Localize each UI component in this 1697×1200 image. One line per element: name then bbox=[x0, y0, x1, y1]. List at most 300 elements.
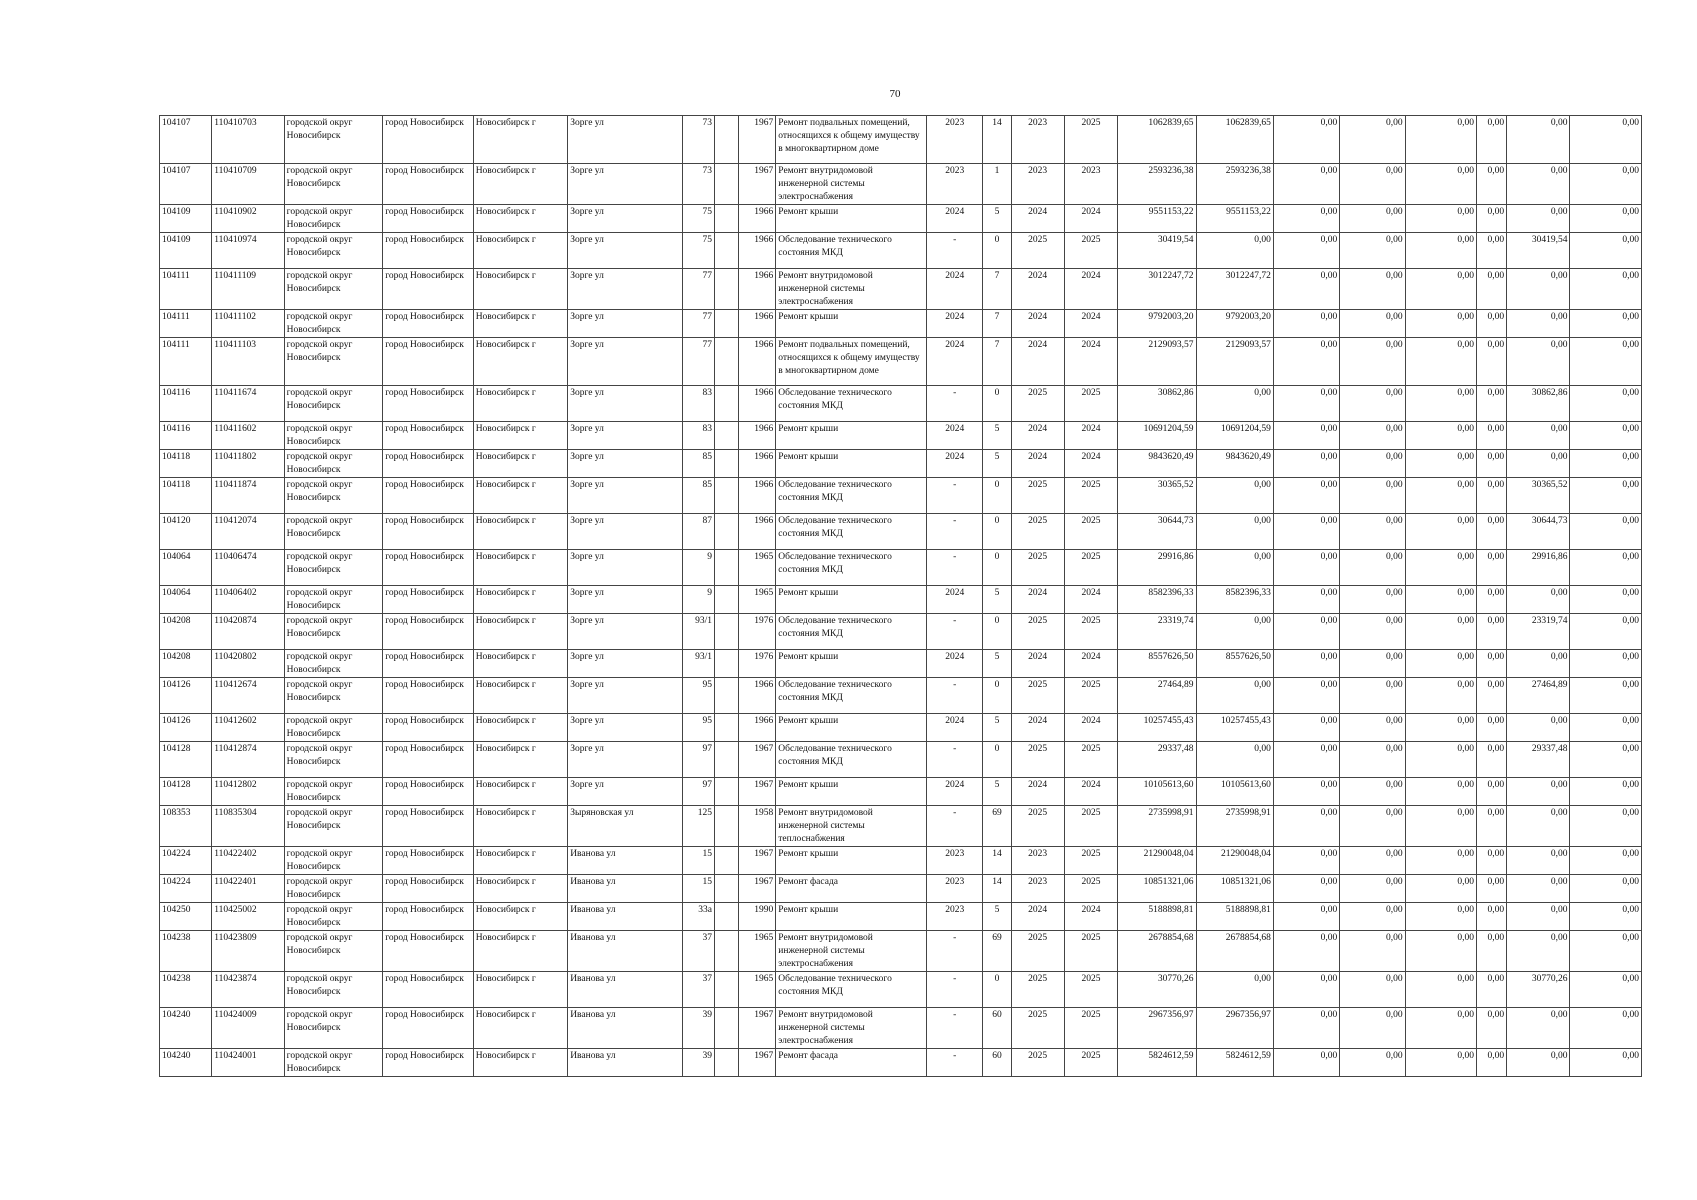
cell-start-year: 2025 bbox=[1011, 1049, 1064, 1077]
cell-house-id: 104224 bbox=[160, 875, 212, 903]
cell-regional: 0,00 bbox=[1340, 806, 1405, 847]
cell-city: Новосибирск г bbox=[473, 310, 568, 338]
cell-work-id: 110410902 bbox=[212, 205, 284, 233]
cell-rate: 14 bbox=[983, 116, 1011, 164]
registry-table bbox=[159, 115, 1642, 1077]
cell-year-built: 1966 bbox=[739, 269, 776, 310]
cell-federal: 0,00 bbox=[1273, 586, 1339, 614]
cell-building bbox=[714, 778, 738, 806]
cell-street: Иванова ул bbox=[568, 875, 683, 903]
cell-work-id: 110411109 bbox=[212, 269, 284, 310]
cell-year-built: 1965 bbox=[739, 931, 776, 972]
cell-city: Новосибирск г bbox=[473, 678, 568, 714]
cell-street: Зыряновская ул bbox=[568, 806, 683, 847]
cell-street: Зорге ул bbox=[568, 338, 683, 386]
cell-work-id: 110406402 bbox=[212, 586, 284, 614]
cell-regional: 0,00 bbox=[1340, 742, 1405, 778]
cell-city: Новосибирск г bbox=[473, 269, 568, 310]
cell-house-id: 104116 bbox=[160, 386, 212, 422]
cell-house-id: 104109 bbox=[160, 233, 212, 269]
cell-house-id: 104128 bbox=[160, 778, 212, 806]
cell-federal: 0,00 bbox=[1273, 478, 1339, 514]
cell-year-built: 1967 bbox=[739, 742, 776, 778]
cell-other: 0,00 bbox=[1476, 550, 1506, 586]
cell-year-built: 1966 bbox=[739, 450, 776, 478]
cell-plan-year: 2024 bbox=[927, 310, 983, 338]
cell-regional: 0,00 bbox=[1340, 614, 1405, 650]
cell-start-year: 2023 bbox=[1011, 164, 1064, 205]
cell-year-built: 1966 bbox=[739, 678, 776, 714]
cell-fund-cost: 0,00 bbox=[1196, 478, 1273, 514]
cell-other: 0,00 bbox=[1476, 478, 1506, 514]
cell-building bbox=[714, 310, 738, 338]
cell-work-type: Обследование технического состояния МКД bbox=[776, 972, 927, 1008]
cell-reserve: 0,00 bbox=[1570, 422, 1642, 450]
cell-end-year: 2025 bbox=[1064, 116, 1117, 164]
cell-house-number: 77 bbox=[682, 269, 714, 310]
cell-total-cost: 5824612,59 bbox=[1118, 1049, 1196, 1077]
cell-start-year: 2024 bbox=[1011, 450, 1064, 478]
cell-start-year: 2024 bbox=[1011, 338, 1064, 386]
cell-other: 0,00 bbox=[1476, 778, 1506, 806]
cell-total-cost: 2735998,91 bbox=[1118, 806, 1196, 847]
cell-rate: 0 bbox=[983, 742, 1011, 778]
cell-rate: 69 bbox=[983, 931, 1011, 972]
cell-street: Зорге ул bbox=[568, 614, 683, 650]
cell-fund-cost: 2735998,91 bbox=[1196, 806, 1273, 847]
cell-regional: 0,00 bbox=[1340, 714, 1405, 742]
cell-regional: 0,00 bbox=[1340, 269, 1405, 310]
cell-total-cost: 29337,48 bbox=[1118, 742, 1196, 778]
cell-reserve: 0,00 bbox=[1570, 310, 1642, 338]
cell-rate: 1 bbox=[983, 164, 1011, 205]
cell-city: Новосибирск г bbox=[473, 1049, 568, 1077]
table-row bbox=[160, 931, 1642, 972]
cell-end-year: 2024 bbox=[1064, 422, 1117, 450]
cell-owners: 0,00 bbox=[1507, 931, 1570, 972]
cell-federal: 0,00 bbox=[1273, 422, 1339, 450]
cell-total-cost: 10257455,43 bbox=[1118, 714, 1196, 742]
cell-year-built: 1966 bbox=[739, 422, 776, 450]
cell-other: 0,00 bbox=[1476, 931, 1506, 972]
cell-city: Новосибирск г bbox=[473, 422, 568, 450]
cell-end-year: 2024 bbox=[1064, 714, 1117, 742]
cell-building bbox=[714, 205, 738, 233]
cell-street: Иванова ул bbox=[568, 1049, 683, 1077]
cell-work-type: Обследование технического состояния МКД bbox=[776, 614, 927, 650]
cell-local: 0,00 bbox=[1405, 650, 1476, 678]
cell-fund-cost: 0,00 bbox=[1196, 678, 1273, 714]
cell-owners: 0,00 bbox=[1507, 205, 1570, 233]
cell-house-number: 93/1 bbox=[682, 614, 714, 650]
cell-house-number: 77 bbox=[682, 310, 714, 338]
cell-house-number: 73 bbox=[682, 116, 714, 164]
cell-house-id: 104238 bbox=[160, 931, 212, 972]
cell-house-id: 104116 bbox=[160, 422, 212, 450]
cell-work-id: 110410974 bbox=[212, 233, 284, 269]
cell-rate: 0 bbox=[983, 386, 1011, 422]
cell-city: Новосибирск г bbox=[473, 205, 568, 233]
cell-work-type: Ремонт крыши bbox=[776, 450, 927, 478]
cell-street: Зорге ул bbox=[568, 478, 683, 514]
cell-building bbox=[714, 650, 738, 678]
cell-building bbox=[714, 586, 738, 614]
cell-settlement: город Новосибирск bbox=[383, 338, 473, 386]
cell-settlement: город Новосибирск bbox=[383, 875, 473, 903]
cell-city: Новосибирск г bbox=[473, 614, 568, 650]
cell-city: Новосибирск г bbox=[473, 903, 568, 931]
cell-rate: 7 bbox=[983, 269, 1011, 310]
cell-regional: 0,00 bbox=[1340, 514, 1405, 550]
cell-reserve: 0,00 bbox=[1570, 614, 1642, 650]
cell-house-number: 85 bbox=[682, 478, 714, 514]
cell-plan-year: - bbox=[927, 550, 983, 586]
cell-start-year: 2025 bbox=[1011, 1008, 1064, 1049]
cell-settlement: город Новосибирск bbox=[383, 233, 473, 269]
registry-body bbox=[160, 116, 1642, 1077]
table-row bbox=[160, 422, 1642, 450]
cell-start-year: 2024 bbox=[1011, 714, 1064, 742]
cell-federal: 0,00 bbox=[1273, 972, 1339, 1008]
cell-street: Зорге ул bbox=[568, 514, 683, 550]
cell-municipality: городской округ Новосибирск bbox=[284, 586, 383, 614]
cell-regional: 0,00 bbox=[1340, 116, 1405, 164]
cell-work-id: 110423874 bbox=[212, 972, 284, 1008]
cell-plan-year: - bbox=[927, 1008, 983, 1049]
cell-house-id: 104118 bbox=[160, 450, 212, 478]
cell-end-year: 2025 bbox=[1064, 678, 1117, 714]
cell-city: Новосибирск г bbox=[473, 233, 568, 269]
cell-house-number: 75 bbox=[682, 233, 714, 269]
cell-work-type: Ремонт крыши bbox=[776, 310, 927, 338]
cell-street: Зорге ул bbox=[568, 778, 683, 806]
cell-work-id: 110420802 bbox=[212, 650, 284, 678]
cell-work-id: 110412674 bbox=[212, 678, 284, 714]
cell-end-year: 2025 bbox=[1064, 847, 1117, 875]
cell-end-year: 2025 bbox=[1064, 550, 1117, 586]
cell-start-year: 2025 bbox=[1011, 233, 1064, 269]
cell-plan-year: 2024 bbox=[927, 450, 983, 478]
cell-settlement: город Новосибирск bbox=[383, 678, 473, 714]
cell-settlement: город Новосибирск bbox=[383, 550, 473, 586]
cell-owners: 0,00 bbox=[1507, 847, 1570, 875]
table-row bbox=[160, 1008, 1642, 1049]
table-row bbox=[160, 310, 1642, 338]
cell-owners: 30644,73 bbox=[1507, 514, 1570, 550]
cell-rate: 60 bbox=[983, 1049, 1011, 1077]
cell-local: 0,00 bbox=[1405, 875, 1476, 903]
cell-year-built: 1966 bbox=[739, 514, 776, 550]
cell-municipality: городской округ Новосибирск bbox=[284, 742, 383, 778]
cell-plan-year: - bbox=[927, 1049, 983, 1077]
cell-building bbox=[714, 233, 738, 269]
table-row bbox=[160, 450, 1642, 478]
cell-year-built: 1966 bbox=[739, 233, 776, 269]
cell-building bbox=[714, 478, 738, 514]
cell-other: 0,00 bbox=[1476, 1008, 1506, 1049]
cell-work-type: Ремонт внутридомовой инженерной системы электроснабжения bbox=[776, 1008, 927, 1049]
cell-house-number: 85 bbox=[682, 450, 714, 478]
cell-house-id: 104126 bbox=[160, 714, 212, 742]
cell-owners: 0,00 bbox=[1507, 164, 1570, 205]
cell-local: 0,00 bbox=[1405, 586, 1476, 614]
cell-street: Зорге ул bbox=[568, 450, 683, 478]
table-row bbox=[160, 678, 1642, 714]
cell-regional: 0,00 bbox=[1340, 875, 1405, 903]
cell-year-built: 1966 bbox=[739, 714, 776, 742]
cell-start-year: 2023 bbox=[1011, 875, 1064, 903]
cell-house-id: 104107 bbox=[160, 116, 212, 164]
cell-house-id: 104128 bbox=[160, 742, 212, 778]
cell-federal: 0,00 bbox=[1273, 514, 1339, 550]
cell-house-number: 93/1 bbox=[682, 650, 714, 678]
cell-federal: 0,00 bbox=[1273, 550, 1339, 586]
cell-start-year: 2024 bbox=[1011, 586, 1064, 614]
table-row bbox=[160, 116, 1642, 164]
cell-owners: 0,00 bbox=[1507, 338, 1570, 386]
cell-local: 0,00 bbox=[1405, 714, 1476, 742]
cell-local: 0,00 bbox=[1405, 1008, 1476, 1049]
cell-fund-cost: 3012247,72 bbox=[1196, 269, 1273, 310]
cell-other: 0,00 bbox=[1476, 233, 1506, 269]
cell-year-built: 1976 bbox=[739, 650, 776, 678]
cell-fund-cost: 8557626,50 bbox=[1196, 650, 1273, 678]
table-row bbox=[160, 972, 1642, 1008]
cell-house-number: 9 bbox=[682, 586, 714, 614]
cell-rate: 14 bbox=[983, 847, 1011, 875]
cell-house-number: 97 bbox=[682, 778, 714, 806]
cell-other: 0,00 bbox=[1476, 847, 1506, 875]
cell-work-id: 110424009 bbox=[212, 1008, 284, 1049]
cell-total-cost: 2129093,57 bbox=[1118, 338, 1196, 386]
cell-fund-cost: 0,00 bbox=[1196, 742, 1273, 778]
cell-local: 0,00 bbox=[1405, 778, 1476, 806]
cell-work-type: Ремонт крыши bbox=[776, 586, 927, 614]
cell-rate: 5 bbox=[983, 586, 1011, 614]
cell-city: Новосибирск г bbox=[473, 847, 568, 875]
cell-owners: 0,00 bbox=[1507, 650, 1570, 678]
cell-total-cost: 10851321,06 bbox=[1118, 875, 1196, 903]
cell-house-id: 104240 bbox=[160, 1008, 212, 1049]
cell-city: Новосибирск г bbox=[473, 514, 568, 550]
cell-fund-cost: 0,00 bbox=[1196, 233, 1273, 269]
cell-fund-cost: 10105613,60 bbox=[1196, 778, 1273, 806]
cell-house-id: 104250 bbox=[160, 903, 212, 931]
cell-total-cost: 10105613,60 bbox=[1118, 778, 1196, 806]
cell-end-year: 2024 bbox=[1064, 450, 1117, 478]
cell-end-year: 2024 bbox=[1064, 903, 1117, 931]
cell-house-id: 104118 bbox=[160, 478, 212, 514]
cell-end-year: 2024 bbox=[1064, 269, 1117, 310]
cell-municipality: городской округ Новосибирск bbox=[284, 650, 383, 678]
cell-other: 0,00 bbox=[1476, 586, 1506, 614]
cell-settlement: город Новосибирск bbox=[383, 310, 473, 338]
cell-rate: 5 bbox=[983, 422, 1011, 450]
cell-house-id: 104120 bbox=[160, 514, 212, 550]
cell-house-number: 83 bbox=[682, 422, 714, 450]
cell-street: Зорге ул bbox=[568, 550, 683, 586]
cell-house-number: 75 bbox=[682, 205, 714, 233]
table-row bbox=[160, 847, 1642, 875]
cell-owners: 0,00 bbox=[1507, 875, 1570, 903]
cell-reserve: 0,00 bbox=[1570, 742, 1642, 778]
cell-start-year: 2024 bbox=[1011, 205, 1064, 233]
cell-local: 0,00 bbox=[1405, 386, 1476, 422]
cell-street: Зорге ул bbox=[568, 714, 683, 742]
cell-street: Зорге ул bbox=[568, 310, 683, 338]
cell-fund-cost: 0,00 bbox=[1196, 614, 1273, 650]
cell-federal: 0,00 bbox=[1273, 233, 1339, 269]
cell-work-type: Ремонт крыши bbox=[776, 778, 927, 806]
cell-street: Зорге ул bbox=[568, 678, 683, 714]
cell-total-cost: 23319,74 bbox=[1118, 614, 1196, 650]
cell-house-number: 39 bbox=[682, 1008, 714, 1049]
cell-other: 0,00 bbox=[1476, 116, 1506, 164]
cell-city: Новосибирск г bbox=[473, 714, 568, 742]
cell-municipality: городской округ Новосибирск bbox=[284, 422, 383, 450]
cell-total-cost: 2678854,68 bbox=[1118, 931, 1196, 972]
cell-building bbox=[714, 164, 738, 205]
cell-house-id: 104111 bbox=[160, 310, 212, 338]
cell-municipality: городской округ Новосибирск bbox=[284, 116, 383, 164]
cell-other: 0,00 bbox=[1476, 450, 1506, 478]
cell-start-year: 2025 bbox=[1011, 614, 1064, 650]
table-row bbox=[160, 233, 1642, 269]
cell-rate: 0 bbox=[983, 972, 1011, 1008]
cell-other: 0,00 bbox=[1476, 338, 1506, 386]
cell-municipality: городской округ Новосибирск bbox=[284, 614, 383, 650]
cell-settlement: город Новосибирск bbox=[383, 714, 473, 742]
cell-plan-year: 2023 bbox=[927, 116, 983, 164]
cell-regional: 0,00 bbox=[1340, 338, 1405, 386]
cell-street: Зорге ул bbox=[568, 742, 683, 778]
cell-municipality: городской округ Новосибирск bbox=[284, 806, 383, 847]
cell-owners: 0,00 bbox=[1507, 422, 1570, 450]
cell-settlement: город Новосибирск bbox=[383, 742, 473, 778]
cell-start-year: 2025 bbox=[1011, 478, 1064, 514]
cell-local: 0,00 bbox=[1405, 742, 1476, 778]
cell-building bbox=[714, 614, 738, 650]
cell-city: Новосибирск г bbox=[473, 386, 568, 422]
cell-start-year: 2024 bbox=[1011, 778, 1064, 806]
cell-street: Иванова ул bbox=[568, 847, 683, 875]
cell-building bbox=[714, 806, 738, 847]
cell-end-year: 2025 bbox=[1064, 875, 1117, 903]
cell-start-year: 2025 bbox=[1011, 931, 1064, 972]
cell-fund-cost: 9792003,20 bbox=[1196, 310, 1273, 338]
cell-other: 0,00 bbox=[1476, 742, 1506, 778]
cell-rate: 14 bbox=[983, 875, 1011, 903]
table-row bbox=[160, 614, 1642, 650]
cell-building bbox=[714, 269, 738, 310]
cell-work-id: 110422401 bbox=[212, 875, 284, 903]
cell-house-id: 104208 bbox=[160, 650, 212, 678]
cell-federal: 0,00 bbox=[1273, 269, 1339, 310]
table-row bbox=[160, 164, 1642, 205]
cell-municipality: городской округ Новосибирск bbox=[284, 903, 383, 931]
cell-work-id: 110411602 bbox=[212, 422, 284, 450]
cell-year-built: 1965 bbox=[739, 586, 776, 614]
cell-total-cost: 21290048,04 bbox=[1118, 847, 1196, 875]
cell-local: 0,00 bbox=[1405, 972, 1476, 1008]
cell-owners: 0,00 bbox=[1507, 714, 1570, 742]
cell-city: Новосибирск г bbox=[473, 550, 568, 586]
cell-settlement: город Новосибирск bbox=[383, 269, 473, 310]
cell-year-built: 1967 bbox=[739, 778, 776, 806]
table-row bbox=[160, 205, 1642, 233]
cell-owners: 0,00 bbox=[1507, 778, 1570, 806]
cell-federal: 0,00 bbox=[1273, 116, 1339, 164]
cell-total-cost: 30770,26 bbox=[1118, 972, 1196, 1008]
cell-fund-cost: 2967356,97 bbox=[1196, 1008, 1273, 1049]
cell-fund-cost: 0,00 bbox=[1196, 386, 1273, 422]
cell-total-cost: 29916,86 bbox=[1118, 550, 1196, 586]
cell-street: Зорге ул bbox=[568, 233, 683, 269]
cell-total-cost: 9551153,22 bbox=[1118, 205, 1196, 233]
cell-regional: 0,00 bbox=[1340, 1049, 1405, 1077]
cell-street: Зорге ул bbox=[568, 586, 683, 614]
cell-settlement: город Новосибирск bbox=[383, 116, 473, 164]
cell-settlement: город Новосибирск bbox=[383, 1049, 473, 1077]
cell-rate: 0 bbox=[983, 514, 1011, 550]
cell-owners: 29337,48 bbox=[1507, 742, 1570, 778]
cell-work-type: Ремонт внутридомовой инженерной системы электроснабжения bbox=[776, 269, 927, 310]
cell-local: 0,00 bbox=[1405, 205, 1476, 233]
cell-other: 0,00 bbox=[1476, 714, 1506, 742]
cell-year-built: 1967 bbox=[739, 875, 776, 903]
cell-fund-cost: 10851321,06 bbox=[1196, 875, 1273, 903]
cell-plan-year: - bbox=[927, 972, 983, 1008]
cell-regional: 0,00 bbox=[1340, 550, 1405, 586]
cell-house-number: 9 bbox=[682, 550, 714, 586]
cell-end-year: 2025 bbox=[1064, 931, 1117, 972]
cell-settlement: город Новосибирск bbox=[383, 450, 473, 478]
cell-municipality: городской округ Новосибирск bbox=[284, 269, 383, 310]
cell-settlement: город Новосибирск bbox=[383, 972, 473, 1008]
cell-rate: 5 bbox=[983, 903, 1011, 931]
cell-fund-cost: 10257455,43 bbox=[1196, 714, 1273, 742]
cell-house-number: 33а bbox=[682, 903, 714, 931]
cell-regional: 0,00 bbox=[1340, 847, 1405, 875]
cell-start-year: 2025 bbox=[1011, 678, 1064, 714]
cell-city: Новосибирск г bbox=[473, 875, 568, 903]
cell-plan-year: - bbox=[927, 478, 983, 514]
cell-year-built: 1965 bbox=[739, 972, 776, 1008]
cell-building bbox=[714, 742, 738, 778]
cell-work-id: 110412874 bbox=[212, 742, 284, 778]
table-row bbox=[160, 806, 1642, 847]
cell-work-type: Обследование технического состояния МКД bbox=[776, 233, 927, 269]
cell-start-year: 2023 bbox=[1011, 847, 1064, 875]
cell-rate: 5 bbox=[983, 450, 1011, 478]
cell-house-id: 104224 bbox=[160, 847, 212, 875]
cell-municipality: городской округ Новосибирск bbox=[284, 847, 383, 875]
cell-local: 0,00 bbox=[1405, 1049, 1476, 1077]
cell-house-number: 15 bbox=[682, 875, 714, 903]
cell-fund-cost: 0,00 bbox=[1196, 972, 1273, 1008]
cell-rate: 0 bbox=[983, 233, 1011, 269]
cell-federal: 0,00 bbox=[1273, 650, 1339, 678]
cell-reserve: 0,00 bbox=[1570, 116, 1642, 164]
cell-fund-cost: 8582396,33 bbox=[1196, 586, 1273, 614]
cell-municipality: городской округ Новосибирск bbox=[284, 450, 383, 478]
cell-regional: 0,00 bbox=[1340, 972, 1405, 1008]
cell-reserve: 0,00 bbox=[1570, 847, 1642, 875]
cell-fund-cost: 2593236,38 bbox=[1196, 164, 1273, 205]
cell-local: 0,00 bbox=[1405, 847, 1476, 875]
cell-other: 0,00 bbox=[1476, 310, 1506, 338]
cell-house-number: 73 bbox=[682, 164, 714, 205]
